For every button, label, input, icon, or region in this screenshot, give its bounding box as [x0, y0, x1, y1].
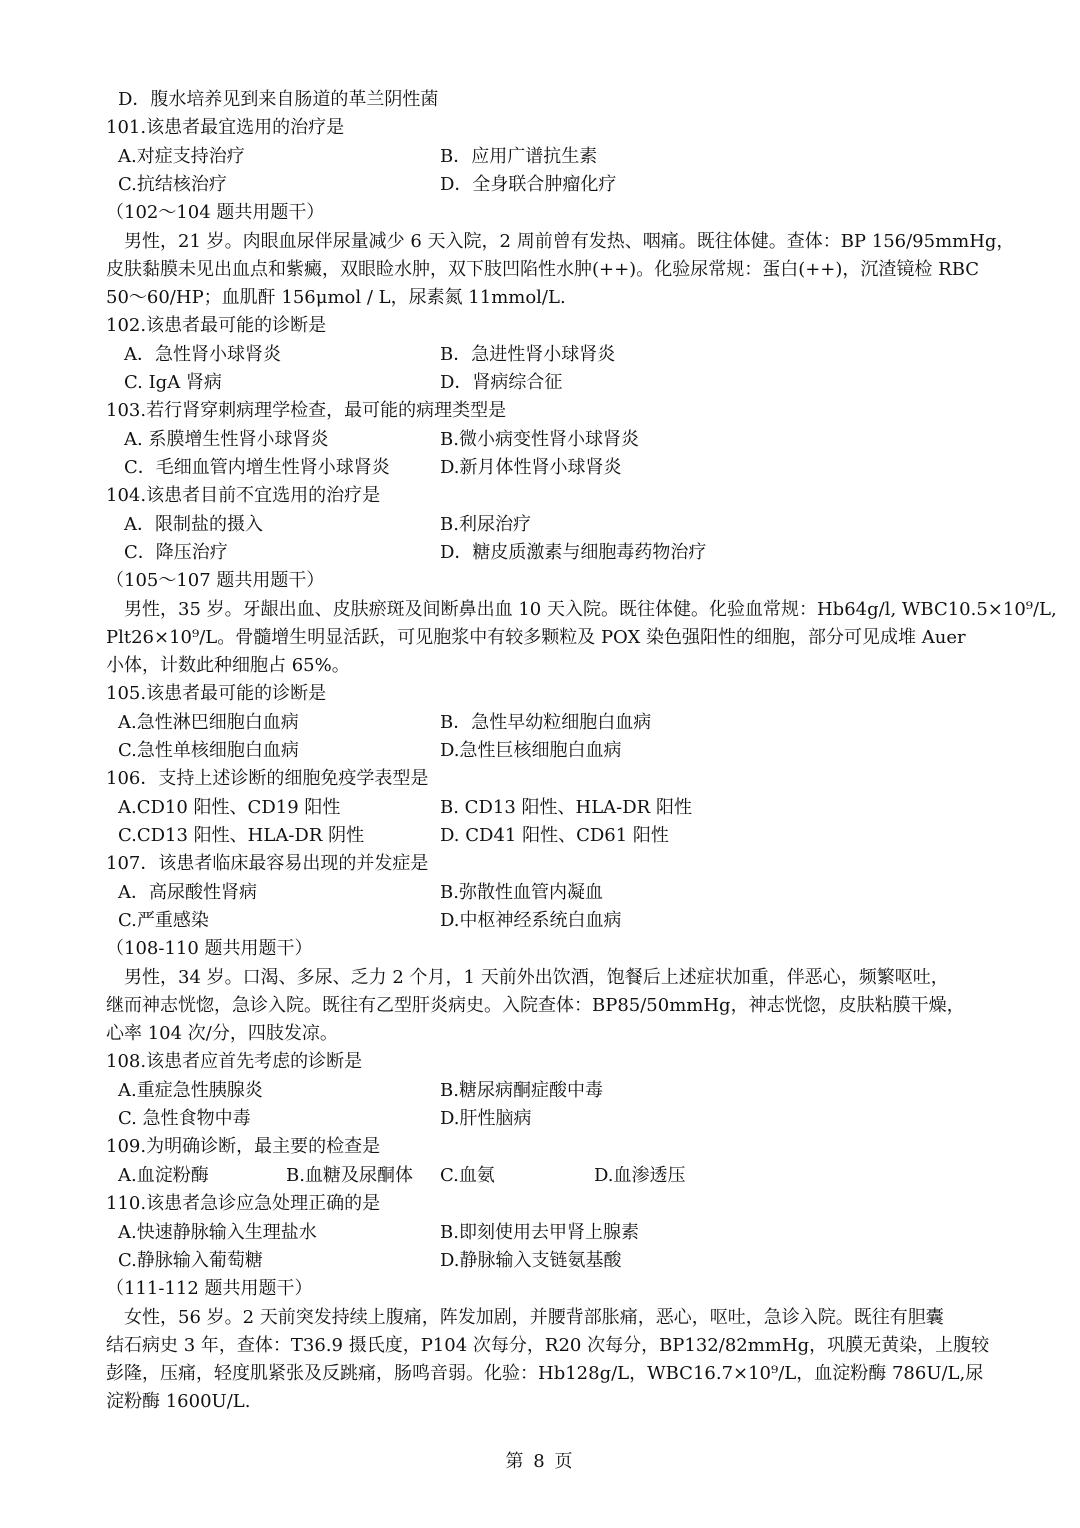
question-101: 101.该患者最宜选用的治疗是	[106, 117, 345, 138]
question-105: 105.该患者最可能的诊断是	[106, 683, 327, 704]
case-stem-line: 淀粉酶 1600U/L.	[106, 1391, 251, 1412]
option-d-q100: D．腹水培养见到来自肠道的革兰阴性菌	[118, 89, 439, 110]
option-d-q110: D.静脉输入支链氨基酸	[440, 1250, 622, 1271]
option-b-q105: B．急性早幼粒细胞白血病	[440, 712, 652, 733]
question-109: 109.为明确诊断，最主要的检查是	[106, 1136, 381, 1157]
page-number: 第 8 页	[505, 1451, 575, 1472]
option-d-q103: D.新月体性肾小球肾炎	[440, 457, 622, 478]
case-stem-line: 50～60/HP；血肌酐 156μmol / L，尿素氮 11mmol/L.	[106, 287, 566, 308]
option-a-q107: A．高尿酸性肾病	[118, 882, 257, 903]
case-stem-line: Plt26×10⁹/L。骨髓增生明显活跃，可见胞浆中有较多颗粒及 POX 染色强阳性的细胞，部分可见成堆 Auer	[106, 627, 966, 648]
option-a-q108: A.重症急性胰腺炎	[118, 1080, 263, 1101]
option-a-q110: A.快速静脉输入生理盐水	[118, 1222, 317, 1243]
case-header-105-107: （105～107 题共用题干）	[106, 570, 325, 591]
case-stem-line: 继而神志恍惚，急诊入院。既往有乙型肝炎病史。入院查体：BP85/50mmHg，神志恍惚，皮肤粘膜干燥，	[106, 995, 965, 1016]
option-c-q106: C.CD13 阳性、HLA-DR 阴性	[118, 825, 365, 846]
case-stem-line: 小体，计数此种细胞占 65%。	[106, 655, 350, 676]
case-stem-line: 女性，56 岁。2 天前突发持续上腹痛，阵发加剧，并腰背部胀痛，恶心，呕吐，急诊入院。既往有胆囊	[124, 1307, 944, 1328]
option-c-q102: C. IgA 肾病	[124, 372, 222, 393]
option-a-q104: A．限制盐的摄入	[124, 514, 263, 535]
option-a-q102: A．急性肾小球肾炎	[124, 344, 281, 365]
option-a-q106: A.CD10 阳性、CD19 阳性	[118, 797, 341, 818]
case-stem-line: 心率 104 次/分，四肢发凉。	[106, 1023, 338, 1044]
option-d-q109: D.血渗透压	[594, 1165, 686, 1186]
question-108: 108.该患者应首先考虑的诊断是	[106, 1051, 363, 1072]
case-header-108-110: （108-110 题共用题干）	[106, 938, 313, 959]
question-102: 102.该患者最可能的诊断是	[106, 315, 327, 336]
option-c-q104: C．降压治疗	[124, 542, 228, 563]
option-d-q107: D.中枢神经系统白血病	[440, 910, 622, 931]
case-stem-line: 男性，21 岁。肉眼血尿伴尿量减少 6 天入院，2 周前曾有发热、咽痛。既往体健。查体：BP 156/95mmHg，	[124, 231, 1015, 252]
option-a-q109: A.血淀粉酶	[118, 1165, 209, 1186]
case-stem-line: 男性，35 岁。牙龈出血、皮肤瘀斑及间断鼻出血 10 天入院。既往体健。化验血常规：Hb64g/l, WBC10.5×10⁹/L,	[124, 599, 1057, 620]
option-c-q109: C.血氨	[440, 1165, 495, 1186]
case-stem-line: 结石病史 3 年，查体：T36.9 摄氏度，P104 次每分，R20 次每分，BP132/82mmHg，巩膜无黄染，上腹较	[106, 1335, 990, 1356]
option-c-q110: C.静脉输入葡萄糖	[118, 1250, 263, 1271]
option-b-q106: B. CD13 阳性、HLA-DR 阳性	[440, 797, 692, 818]
question-107: 107．该患者临床最容易出现的并发症是	[106, 853, 429, 874]
option-b-q103: B.微小病变性肾小球肾炎	[440, 429, 639, 450]
option-b-q101: B．应用广谱抗生素	[440, 146, 598, 167]
option-d-q101: D．全身联合肿瘤化疗	[440, 174, 617, 195]
case-header-102-104: （102～104 题共用题干）	[106, 202, 325, 223]
question-103: 103.若行肾穿刺病理学检查，最可能的病理类型是	[106, 400, 507, 421]
option-b-q102: B．急进性肾小球肾炎	[440, 344, 616, 365]
case-stem-line: 男性，34 岁。口渴、多尿、乏力 2 个月，1 天前外出饮酒，饱餐后上述症状加重，伴恶心，频繁呕吐，	[124, 967, 949, 988]
option-c-q107: C.严重感染	[118, 910, 209, 931]
option-b-q107: B.弥散性血管内凝血	[440, 882, 603, 903]
option-d-q104: D．糖皮质激素与细胞毒药物治疗	[440, 542, 707, 563]
option-b-q110: B.即刻使用去甲肾上腺素	[440, 1222, 639, 1243]
option-d-q108: D.肝性脑病	[440, 1108, 532, 1129]
option-b-q104: B.利尿治疗	[440, 514, 531, 535]
option-b-q108: B.糖尿病酮症酸中毒	[440, 1080, 603, 1101]
option-c-q101: C.抗结核治疗	[118, 174, 227, 195]
option-a-q105: A.急性淋巴细胞白血病	[118, 712, 299, 733]
case-stem-line: 彭隆，压痛，轻度肌紧张及反跳痛，肠鸣音弱。化验：Hb128g/L，WBC16.7×10⁹/L，血淀粉酶 786U/L,尿	[106, 1363, 984, 1384]
option-d-q106: D. CD41 阳性、CD61 阳性	[440, 825, 669, 846]
option-d-q105: D.急性巨核细胞白血病	[440, 740, 622, 761]
option-d-q102: D．肾病综合征	[440, 372, 563, 393]
question-110: 110.该患者急诊应急处理正确的是	[106, 1193, 381, 1214]
option-a-q101: A.对症支持治疗	[118, 146, 245, 167]
case-stem-line: 皮肤黏膜未见出血点和紫癜，双眼睑水肿，双下肢凹陷性水肿(++)。化验尿常规：蛋白(++)，沉渣镜检 RBC	[106, 259, 980, 280]
question-106: 106．支持上述诊断的细胞免疫学表型是	[106, 768, 429, 789]
option-a-q103: A. 系膜增生性肾小球肾炎	[124, 429, 329, 450]
case-header-111-112: （111-112 题共用题干）	[106, 1278, 313, 1299]
option-b-q109: B.血糖及尿酮体	[286, 1165, 413, 1186]
option-c-q108: C. 急性食物中毒	[118, 1108, 251, 1129]
option-c-q105: C.急性单核细胞白血病	[118, 740, 299, 761]
question-104: 104.该患者目前不宜选用的治疗是	[106, 485, 381, 506]
option-c-q103: C．毛细血管内增生性肾小球肾炎	[124, 457, 390, 478]
